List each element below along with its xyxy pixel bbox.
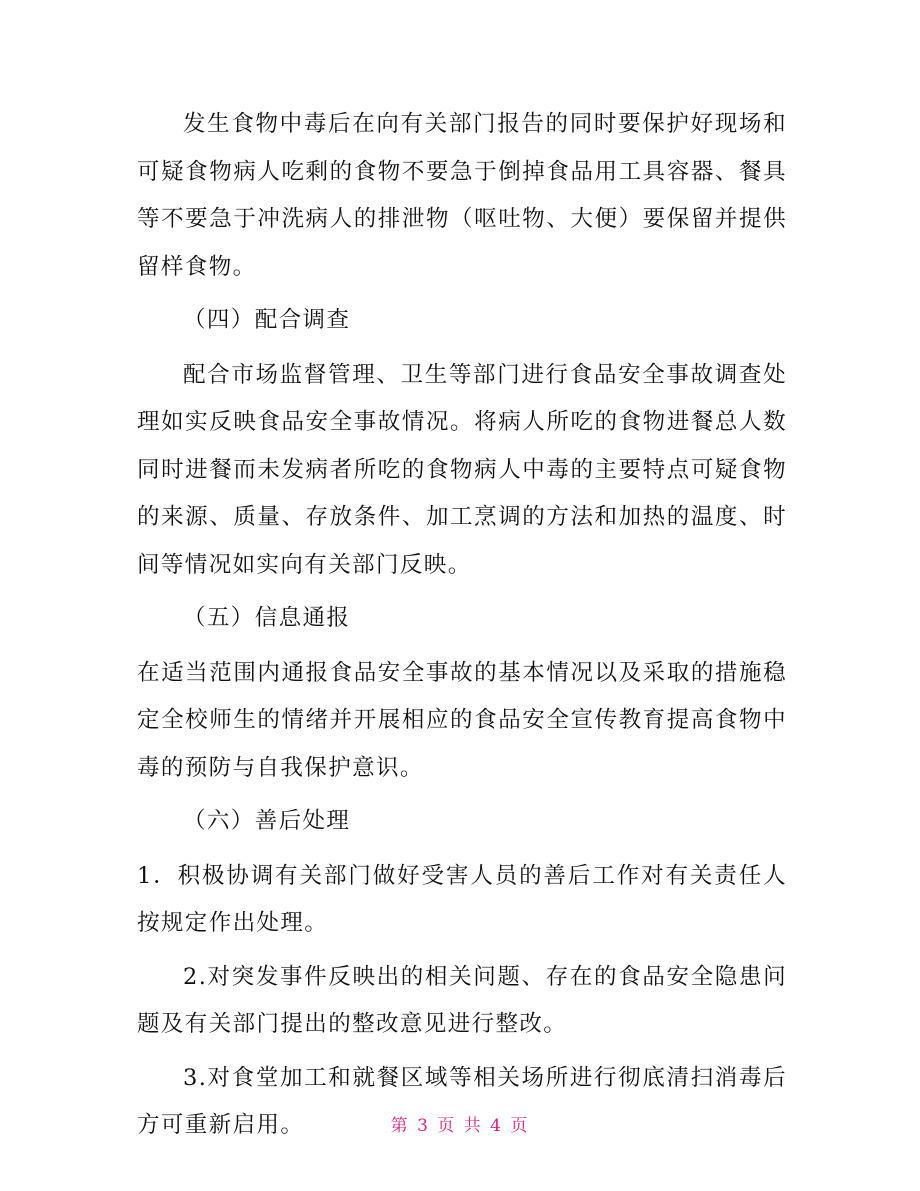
list-item-aftermath-1: 1．积极协调有关部门做好受害人员的善后工作对有关责任人按规定作出处理。 — [137, 862, 787, 936]
page-number-footer: 第 3 页 共 4 页 — [390, 1116, 530, 1136]
list-item-aftermath-3: 3.对食堂加工和就餐区域等相关场所进行彻底清扫消毒后方可重新启用。 — [137, 1064, 787, 1138]
paragraph-information-report: 在适当范围内通报食品安全事故的基本情况以及采取的措施稳定全校师生的情绪并开展相应的食品安全宣传教育提高食物中毒的预防与自我保护意识。 — [137, 659, 787, 781]
paragraph-preserve-scene: 发生食物中毒后在向有关部门报告的同时要保护好现场和可疑食物病人吃剩的食物不要急于倒掉食品用工具容器、餐具等不要急于冲洗病人的排泄物（呕吐物、大便）要保留并提供留样食物。 — [137, 111, 787, 280]
list-item-aftermath-2: 2.对突发事件反映出的相关问题、存在的食品安全隐患问题及有关部门提出的整改意见进行整改。 — [137, 963, 787, 1037]
document-body — [137, 101, 787, 1156]
paragraph-cooperate-investigation: 配合市场监督管理、卫生等部门进行食品安全事故调查处理如实反映食品安全事故情况。将病人所吃的食物进餐总人数同时进餐而未发病者所吃的食物病人中毒的主要特点可疑食物的来源、质量、存放条件、加工烹调的方法和加热的温度、时间等情况如实向有关部门反映。 — [137, 361, 787, 578]
section-heading-cooperate-investigation: （四）配合调查 — [183, 307, 351, 333]
section-heading-aftermath: （六）善后处理 — [183, 808, 351, 834]
section-heading-information-report: （五）信息通报 — [183, 605, 351, 631]
